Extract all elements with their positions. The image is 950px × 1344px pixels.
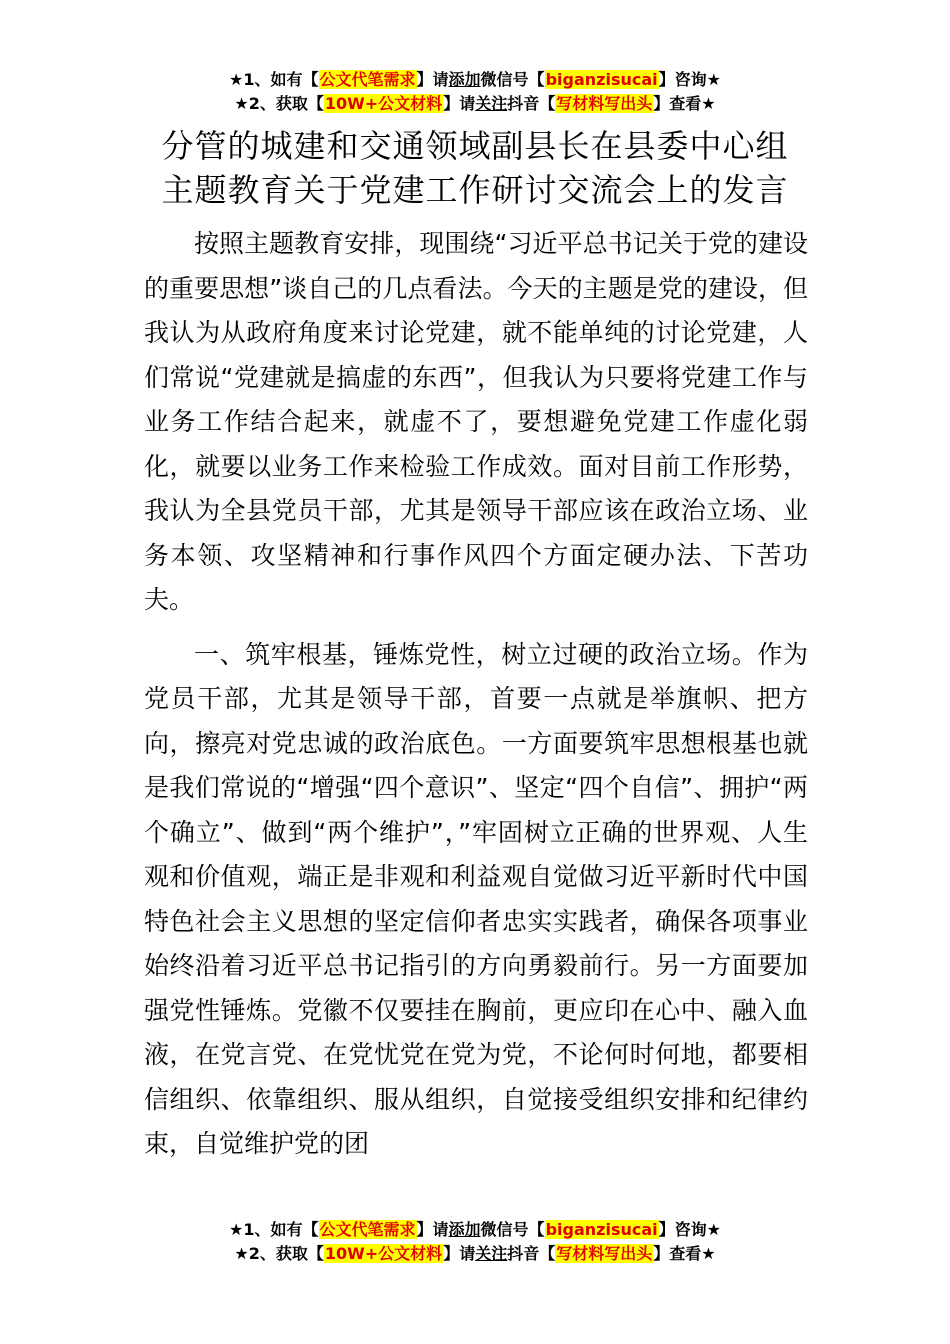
banner-text: 】咨询★: [658, 70, 721, 89]
banner-highlight: 写材料写出头: [556, 1244, 653, 1263]
banner-highlight: 10W+公文材料: [324, 94, 443, 113]
banner-underline: 关注: [475, 1244, 508, 1263]
document-title: [0, 124, 950, 212]
banner-text: 】查看★: [653, 1244, 716, 1263]
banner-highlight: 公文代笔需求: [319, 70, 416, 89]
banner-highlight: biganzisucai: [545, 1220, 658, 1239]
banner-text: 微信号【: [480, 70, 545, 89]
banner-text: 】查看★: [653, 94, 716, 113]
banner-text: 微信号【: [480, 1220, 545, 1239]
banner-text: 】请: [416, 70, 449, 89]
banner-highlight: 写材料写出头: [556, 94, 653, 113]
body-paragraph-1: 按照主题教育安排，现围绕“习近平总书记关于党的建设的重要思想”谈自己的几点看法。今天的主题是党的建设，但我认为从政府角度来讨论党建，就不能单纯的讨论党建，人们常说“党建就是搞虚的东西”，但我认为只要将党建工作与业务工作结合起来，就虚不了，要想避免党建工作虚化弱化，就要以业务工作来检验工作成效。面对目前工作形势，我认为全县党员干部，尤其是领导干部应该在政治立场、业务本领、攻坚精神和行事作风四个方面定硬办法、下苦功夫。: [144, 229, 808, 614]
banner-highlight: biganzisucai: [545, 70, 658, 89]
banner-text: 】咨询★: [658, 1220, 721, 1239]
banner-text: 】请: [443, 1244, 476, 1263]
banner-text: ★2、获取【: [234, 1244, 324, 1263]
banner-text: 】请: [416, 1220, 449, 1239]
title-line-2: 主题教育关于党建工作研讨交流会上的发言: [161, 171, 789, 209]
banner-highlight: 10W+公文材料: [324, 1244, 443, 1263]
banner-line-2: [0, 92, 950, 116]
banner-highlight: 公文代笔需求: [319, 1220, 416, 1239]
banner-text: 抖音【: [507, 94, 556, 113]
banner-line-1: [0, 68, 950, 92]
banner-underline: 关注: [475, 94, 508, 113]
bottom-banner: [0, 1218, 950, 1266]
banner-line-2: [0, 1242, 950, 1266]
banner-line-1: [0, 1218, 950, 1242]
document-body: [144, 222, 808, 1177]
banner-underline: 添加: [448, 1220, 481, 1239]
title-line-1: 分管的城建和交通领域副县长在县委中心组: [161, 127, 789, 165]
top-banner: [0, 68, 950, 116]
banner-text: 】请: [443, 94, 476, 113]
body-paragraph-2: 一、筑牢根基，锤炼党性，树立过硬的政治立场。作为党员干部，尤其是领导干部，首要一点就是举旗帜、把方向，擦亮对党忠诚的政治底色。一方面要筑牢思想根基也就是我们常说的“增强“四个意识”、坚定“四个自信”、拥护“两个确立”、做到“两个维护”，”牢固树立正确的世界观、人生观和价值观，端正是非观和利益观自觉做习近平新时代中国特色社会主义思想的坚定信仰者忠实实践者，确保各项事业始终沿着习近平总书记指引的方向勇毅前行。另一方面要加强党性锤炼。党徽不仅要挂在胸前，更应印在心中、融入血液，在党言党、在党忧党在党为党，不论何时何地，都要相信组织、依靠组织、服从组织，自觉接受组织安排和纪律约束，自觉维护党的团: [144, 639, 808, 1158]
banner-text: ★2、获取【: [234, 94, 324, 113]
banner-text: ★1、如有【: [229, 70, 319, 89]
banner-text: ★1、如有【: [229, 1220, 319, 1239]
banner-text: 抖音【: [507, 1244, 556, 1263]
banner-underline: 添加: [448, 70, 481, 89]
